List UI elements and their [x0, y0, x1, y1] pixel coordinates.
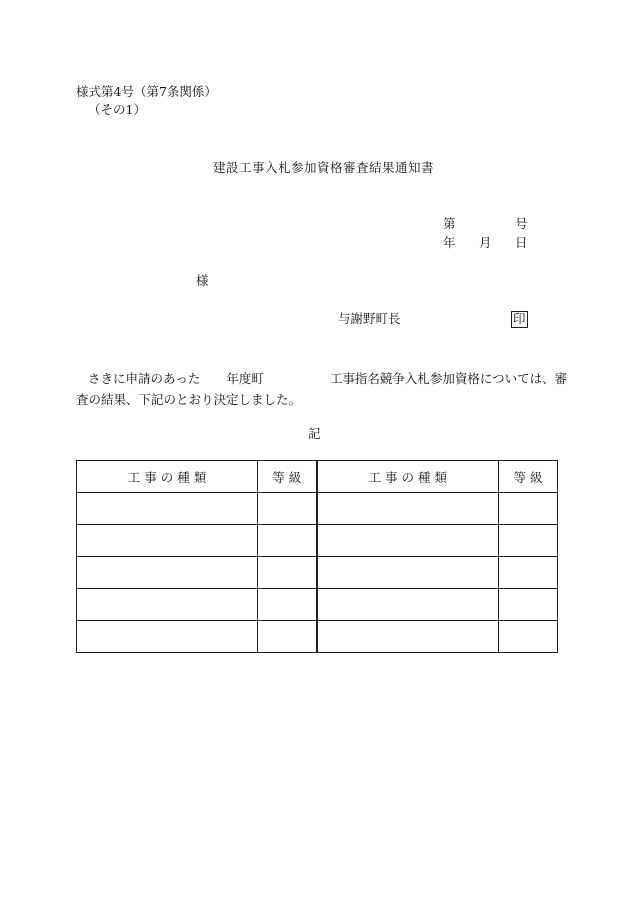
header-work-type-2: 工 事 の 種 類 — [317, 461, 499, 493]
table-cell — [258, 493, 317, 525]
table-cell — [499, 621, 558, 653]
table-cell — [317, 525, 499, 557]
table-cell — [77, 621, 258, 653]
table-cell — [77, 493, 258, 525]
date-month: 月 — [479, 235, 492, 250]
date-day: 日 — [515, 235, 528, 250]
body-line-2: 査の結果、下記のとおり決定しました。 — [76, 392, 302, 407]
table-cell — [317, 621, 499, 653]
table-row — [77, 493, 558, 525]
table-cell — [317, 589, 499, 621]
table-row — [77, 589, 558, 621]
table-cell — [258, 589, 317, 621]
table-cell — [77, 589, 258, 621]
form-number: 様式第4号（第7条関係） — [76, 84, 217, 99]
table-row — [77, 525, 558, 557]
body-paragraph — [76, 368, 568, 410]
header-grade-1: 等 級 — [258, 461, 317, 493]
header-grade-2: 等 級 — [499, 461, 558, 493]
ki-heading: 記 — [308, 426, 321, 441]
seal-icon: 印 — [513, 311, 526, 326]
body-line-1 — [76, 368, 568, 389]
table-cell — [77, 525, 258, 557]
doc-number-dai: 第 — [443, 216, 456, 231]
table-header-row — [77, 461, 558, 493]
table-row — [77, 621, 558, 653]
qualification-table — [76, 460, 558, 653]
table-cell — [258, 525, 317, 557]
seal-mark — [511, 311, 528, 328]
header-work-type-1: 工 事 の 種 類 — [77, 461, 258, 493]
table-cell — [499, 557, 558, 589]
issuer-name: 与謝野町長 — [338, 311, 401, 326]
body-part-1: さきに申請のあった — [88, 371, 201, 386]
table-cell — [499, 589, 558, 621]
table-cell — [77, 557, 258, 589]
table-cell — [258, 557, 317, 589]
table-cell — [317, 493, 499, 525]
table-cell — [499, 493, 558, 525]
doc-number-go: 号 — [515, 216, 528, 231]
recipient-suffix: 様 — [196, 273, 209, 288]
table-cell — [258, 621, 317, 653]
form-sub-number: （その1） — [88, 102, 146, 117]
table-cell — [317, 557, 499, 589]
body-part-2: 年度町 — [226, 371, 264, 386]
table-row — [77, 557, 558, 589]
table-cell — [499, 525, 558, 557]
date-year: 年 — [443, 235, 456, 250]
document-title: 建設工事入札参加資格審査結果通知書 — [213, 160, 435, 175]
body-part-3: 工事指名競争入札参加資格については、審 — [329, 371, 568, 386]
